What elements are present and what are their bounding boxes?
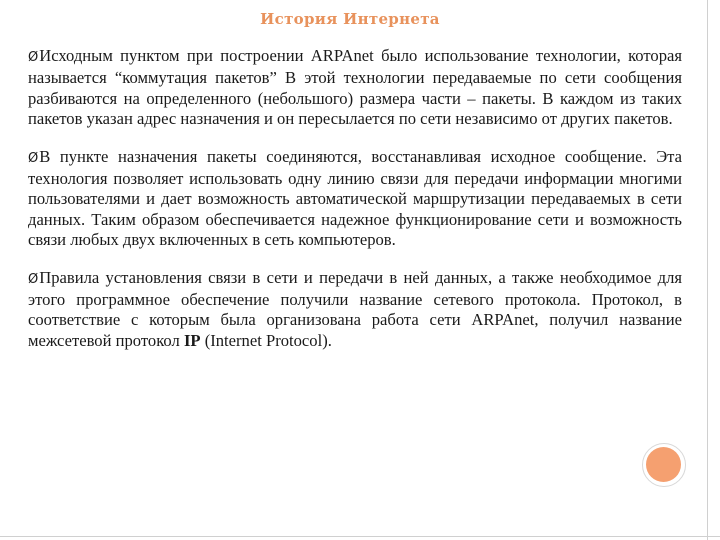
slide-body — [28, 46, 682, 368]
paragraph-1 — [28, 46, 682, 130]
paragraph-2 — [28, 147, 682, 251]
paragraph-3-text: Правила установления связи в сети и передачи в ней данных, а также необходимое для этого программное обеспечение получили название сетевого протокола. Протокол, в соответствие с которым была организована работа сети ARPAnet, получил название межсетевой протокол — [28, 267, 682, 350]
decorative-circle-icon — [646, 447, 681, 482]
decorative-horizontal-line — [0, 536, 720, 537]
decorative-vertical-line — [707, 0, 708, 540]
bullet-arrow-icon: Ø — [28, 271, 39, 287]
bullet-arrow-icon: Ø — [28, 50, 39, 65]
paragraph-2-text: В пункте назначения пакеты соединяются, восстанавливая исходное сообщение. Эта технология позволяет использовать одну линию связи для передачи информации многими пользователями и дает возможность автоматической маршрутизации передаваемых в сети данных. Таким образом обеспечивается надежное функционирование сети и возможность связи любых двух включенных в сеть компьютеров. — [28, 146, 682, 250]
bullet-arrow-icon: Ø — [28, 150, 39, 166]
slide-title: История Интернета — [260, 10, 440, 28]
paragraph-1-text: Исходным пунктом при построении ARPAnet было использование технологии, которая называется “коммутация пакетов” В этой технологии передаваемые по сети сообщения разбиваются на определенного (небольшого) размера части – пакеты. В каждом из таких пакетов указан адрес назначения и он пересылается по сети независимо от других пакетов. — [28, 46, 682, 129]
protocol-ip-label: IP — [183, 330, 201, 350]
paragraph-3 — [28, 268, 682, 352]
paragraph-3-text-end: (Internet Protocol). — [200, 330, 332, 350]
